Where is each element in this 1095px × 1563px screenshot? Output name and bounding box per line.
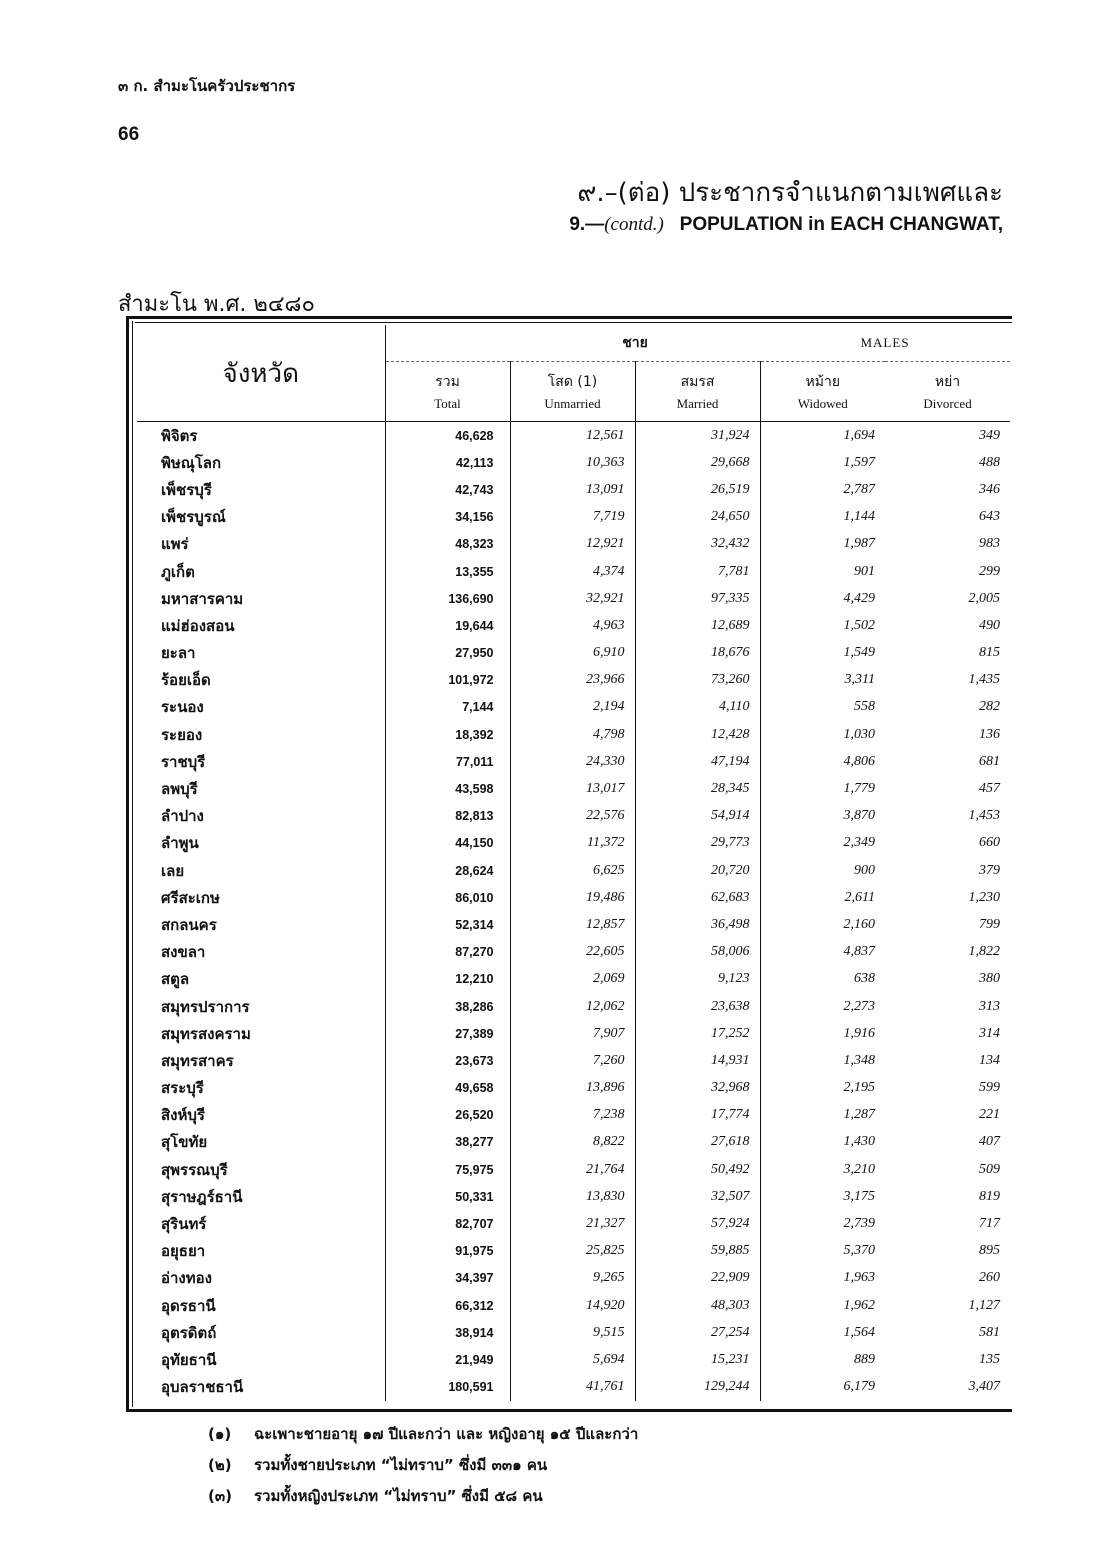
divorced-cell: 1,230	[968, 889, 1001, 905]
total-cell: 23,673	[385, 1047, 510, 1074]
province-cell: อุตรดิตถ์	[161, 1323, 217, 1342]
divorced-cell: 1,453	[968, 808, 1001, 824]
province-cell: สระบุรี	[161, 1079, 204, 1098]
divorced-cell: 260	[979, 1270, 1001, 1286]
table-row	[137, 830, 1010, 857]
total-cell: 34,156	[385, 504, 510, 531]
unmarried-cell: 4,374	[510, 558, 635, 585]
total-cell: 7,144	[385, 694, 510, 721]
divorced-cell: 379	[979, 862, 1001, 878]
widowed-cell: 1,502	[760, 612, 885, 639]
province-cell: ราชบุรี	[161, 752, 206, 771]
widowed-cell: 3,210	[760, 1156, 885, 1183]
divorced-cell: 815	[979, 645, 1001, 661]
married-cell: 9,123	[635, 966, 760, 993]
married-cell: 7,781	[635, 558, 760, 585]
province-cell: อุบลราชธานี	[161, 1378, 244, 1397]
divorced-cell: 282	[979, 699, 1001, 715]
married-cell: 4,110	[635, 694, 760, 721]
divorced-cell: 2,005	[968, 590, 1001, 606]
divorced-cell: 457	[979, 781, 1001, 797]
divorced-cell: 488	[979, 454, 1001, 470]
table-row	[137, 1210, 1010, 1237]
unmarried-cell: 6,625	[510, 857, 635, 884]
divorced-cell: 717	[979, 1216, 1001, 1232]
province-cell: สุรินทร์	[161, 1215, 207, 1234]
unmarried-cell: 32,921	[510, 585, 635, 612]
running-header: ๓ ก. สำมะโนครัวประชากร	[118, 77, 296, 95]
table-row	[137, 422, 1010, 450]
table-row	[137, 1075, 1010, 1102]
table-row	[137, 558, 1010, 585]
total-cell: 43,598	[385, 775, 510, 802]
table-row	[137, 1238, 1010, 1265]
total-cell: 49,658	[385, 1075, 510, 1102]
widowed-cell: 6,179	[760, 1374, 885, 1401]
divorced-cell: 581	[979, 1324, 1001, 1340]
table-row	[137, 449, 1010, 476]
total-cell: 27,950	[385, 640, 510, 667]
table-frame	[126, 316, 1012, 1412]
total-cell: 19,644	[385, 612, 510, 639]
unmarried-cell: 21,327	[510, 1210, 635, 1237]
total-cell: 42,113	[385, 449, 510, 476]
married-cell: 32,507	[635, 1183, 760, 1210]
widowed-cell: 901	[760, 558, 885, 585]
males-header-row	[137, 325, 1010, 362]
married-cell: 73,260	[635, 667, 760, 694]
unmarried-cell: 41,761	[510, 1374, 635, 1401]
total-cell: 136,690	[385, 585, 510, 612]
married-cell: 14,931	[635, 1047, 760, 1074]
married-cell: 27,618	[635, 1129, 760, 1156]
unmarried-cell: 5,694	[510, 1346, 635, 1373]
table-number: 9.—	[569, 214, 605, 235]
footnote-marker: (๓)	[208, 1486, 232, 1505]
unmarried-cell: 23,966	[510, 667, 635, 694]
table-row	[137, 694, 1010, 721]
married-cell: 50,492	[635, 1156, 760, 1183]
total-cell: 38,286	[385, 993, 510, 1020]
widowed-cell: 2,195	[760, 1075, 885, 1102]
total-cell: 13,355	[385, 558, 510, 585]
total-cell: 86,010	[385, 884, 510, 911]
total-cell: 82,813	[385, 803, 510, 830]
unmarried-cell: 10,363	[510, 449, 635, 476]
total-cell: 21,949	[385, 1346, 510, 1373]
total-cell: 101,972	[385, 667, 510, 694]
table-row	[137, 640, 1010, 667]
province-cell: สงขลา	[161, 943, 206, 962]
divorced-cell: 490	[979, 617, 1001, 633]
total-cell: 38,277	[385, 1129, 510, 1156]
province-cell: สุโขทัย	[161, 1133, 208, 1152]
table-row	[137, 1319, 1010, 1346]
table-row	[137, 911, 1010, 938]
col-widowed-english: Widowed	[760, 395, 885, 422]
widowed-cell: 2,611	[760, 884, 885, 911]
married-cell: 31,924	[635, 422, 760, 450]
divorced-cell: 983	[979, 536, 1001, 552]
widowed-cell: 1,564	[760, 1319, 885, 1346]
unmarried-cell: 13,830	[510, 1183, 635, 1210]
widowed-cell: 2,160	[760, 911, 885, 938]
province-cell: ยะลา	[161, 644, 196, 663]
col-unmarried-thai: โสด (1)	[510, 362, 635, 396]
unmarried-cell: 19,486	[510, 884, 635, 911]
table-row	[137, 585, 1010, 612]
table-row	[137, 1265, 1010, 1292]
married-cell: 17,774	[635, 1102, 760, 1129]
footnote-marker: (๑)	[208, 1424, 232, 1443]
title-rest: POPULATION in EACH CHANGWAT,	[679, 214, 1003, 235]
unmarried-cell: 2,069	[510, 966, 635, 993]
married-cell: 12,689	[635, 612, 760, 639]
col-married-english: Married	[635, 395, 760, 422]
married-cell: 22,909	[635, 1265, 760, 1292]
divorced-cell: 135	[979, 1351, 1001, 1367]
married-cell: 59,885	[635, 1238, 760, 1265]
married-cell: 29,773	[635, 830, 760, 857]
widowed-cell: 2,273	[760, 993, 885, 1020]
divorced-cell: 660	[979, 835, 1001, 851]
table-row	[137, 857, 1010, 884]
divorced-cell: 299	[979, 563, 1001, 579]
divorced-cell: 799	[979, 916, 1001, 932]
province-cell: เพ็ชรบุรี	[161, 480, 212, 499]
province-cell: มหาสารคาม	[161, 589, 244, 608]
married-cell: 47,194	[635, 748, 760, 775]
widowed-cell: 3,870	[760, 803, 885, 830]
married-cell: 57,924	[635, 1210, 760, 1237]
total-cell: 50,331	[385, 1183, 510, 1210]
province-cell: แม่ฮ่องสอน	[161, 616, 235, 635]
widowed-cell: 1,779	[760, 775, 885, 802]
province-cell: ระยอง	[161, 725, 203, 744]
table-row	[137, 504, 1010, 531]
table-title-thai: ๙.–(ต่อ) ประชากรจำแนกตามเพศและ	[577, 178, 1003, 208]
unmarried-cell: 24,330	[510, 748, 635, 775]
table-row	[137, 1129, 1010, 1156]
widowed-cell: 2,787	[760, 476, 885, 503]
table-row	[137, 1047, 1010, 1074]
total-cell: 38,914	[385, 1319, 510, 1346]
table-row	[137, 1020, 1010, 1047]
divorced-cell: 3,407	[968, 1379, 1001, 1395]
divorced-cell: 599	[979, 1080, 1001, 1096]
divorced-cell: 313	[979, 998, 1001, 1014]
table-row	[137, 748, 1010, 775]
table-row	[137, 1156, 1010, 1183]
unmarried-cell: 22,576	[510, 803, 635, 830]
married-cell: 32,432	[635, 531, 760, 558]
province-cell: เพ็ชรบูรณ์	[161, 508, 226, 527]
widowed-cell: 2,739	[760, 1210, 885, 1237]
married-cell: 17,252	[635, 1020, 760, 1047]
province-cell: ภูเก็ต	[161, 562, 195, 581]
province-cell: ระนอง	[161, 698, 204, 717]
total-cell: 26,520	[385, 1102, 510, 1129]
widowed-cell: 638	[760, 966, 885, 993]
table-row	[137, 721, 1010, 748]
widowed-cell: 1,987	[760, 531, 885, 558]
province-cell: พิจิตร	[161, 426, 198, 445]
divorced-cell: 407	[979, 1134, 1001, 1150]
unmarried-cell: 25,825	[510, 1238, 635, 1265]
divorced-cell: 1,435	[968, 672, 1001, 688]
total-cell: 66,312	[385, 1292, 510, 1319]
divorced-cell: 221	[979, 1107, 1001, 1123]
widowed-cell: 1,430	[760, 1129, 885, 1156]
total-cell: 87,270	[385, 939, 510, 966]
unmarried-cell: 4,798	[510, 721, 635, 748]
table-row	[137, 1292, 1010, 1319]
divorced-cell: 895	[979, 1243, 1001, 1259]
total-cell: 77,011	[385, 748, 510, 775]
widowed-cell: 3,175	[760, 1183, 885, 1210]
footnotes	[208, 1418, 638, 1511]
province-cell: ลพบุรี	[161, 780, 198, 799]
unmarried-cell: 11,372	[510, 830, 635, 857]
married-cell: 18,676	[635, 640, 760, 667]
unmarried-cell: 2,194	[510, 694, 635, 721]
unmarried-cell: 7,719	[510, 504, 635, 531]
unmarried-cell: 12,062	[510, 993, 635, 1020]
province-cell: ลำปาง	[161, 807, 204, 826]
divorced-cell: 1,127	[968, 1297, 1001, 1313]
table-row	[137, 966, 1010, 993]
married-cell: 48,303	[635, 1292, 760, 1319]
divorced-cell: 643	[979, 509, 1001, 525]
married-cell: 12,428	[635, 721, 760, 748]
province-cell: สกลนคร	[161, 915, 217, 934]
total-cell: 46,628	[385, 422, 510, 450]
province-cell: อ่างทอง	[161, 1269, 212, 1288]
married-cell: 54,914	[635, 803, 760, 830]
table-row	[137, 775, 1010, 802]
col-married-thai: สมรส	[635, 362, 760, 396]
unmarried-cell: 12,857	[510, 911, 635, 938]
province-cell: ลำพูน	[161, 834, 199, 853]
unmarried-cell: 21,764	[510, 1156, 635, 1183]
total-cell: 48,323	[385, 531, 510, 558]
total-cell: 27,389	[385, 1020, 510, 1047]
widowed-cell: 4,837	[760, 939, 885, 966]
divorced-cell: 1,822	[968, 944, 1001, 960]
divorced-cell: 314	[979, 1025, 1001, 1041]
unmarried-cell: 14,920	[510, 1292, 635, 1319]
widowed-cell: 3,311	[760, 667, 885, 694]
province-cell: สุพรรณบุรี	[161, 1160, 228, 1179]
total-cell: 18,392	[385, 721, 510, 748]
unmarried-cell: 9,265	[510, 1265, 635, 1292]
married-cell: 36,498	[635, 911, 760, 938]
divorced-cell: 380	[979, 971, 1001, 987]
widowed-cell: 5,370	[760, 1238, 885, 1265]
census-year-label: สำมะโน พ.ศ. ๒๔๘๐	[118, 292, 315, 317]
total-cell: 75,975	[385, 1156, 510, 1183]
males-header-thai: ชาย	[622, 335, 648, 351]
total-cell: 12,210	[385, 966, 510, 993]
unmarried-cell: 13,091	[510, 476, 635, 503]
widowed-cell: 1,287	[760, 1102, 885, 1129]
page-number: 66	[118, 124, 140, 145]
total-cell: 180,591	[385, 1374, 510, 1401]
unmarried-cell: 9,515	[510, 1319, 635, 1346]
table-row	[137, 1183, 1010, 1210]
widowed-cell: 1,549	[760, 640, 885, 667]
footnote-3	[208, 1480, 638, 1511]
total-cell: 28,624	[385, 857, 510, 884]
total-cell: 34,397	[385, 1265, 510, 1292]
total-cell: 52,314	[385, 911, 510, 938]
province-cell: เลย	[161, 861, 185, 880]
table-row	[137, 884, 1010, 911]
total-cell: 82,707	[385, 1210, 510, 1237]
widowed-cell: 1,030	[760, 721, 885, 748]
province-cell: สุราษฎร์ธานี	[161, 1187, 243, 1206]
table-row	[137, 939, 1010, 966]
province-cell: อุทัยธานี	[161, 1350, 217, 1369]
footnote-text: ฉะเพาะชายอายุ ๑๗ ปีและกว่า และ หญิงอายุ ๑๕ ปีและกว่า	[254, 1424, 639, 1443]
married-cell: 27,254	[635, 1319, 760, 1346]
widowed-cell: 889	[760, 1346, 885, 1373]
married-cell: 26,519	[635, 476, 760, 503]
widowed-cell: 1,144	[760, 504, 885, 531]
table-row	[137, 667, 1010, 694]
province-cell: ศรีสะเกษ	[161, 888, 220, 907]
table-row	[137, 803, 1010, 830]
province-cell: สิงห์บุรี	[161, 1106, 205, 1125]
divorced-cell: 346	[979, 481, 1001, 497]
unmarried-cell: 4,963	[510, 612, 635, 639]
population-table	[137, 325, 1010, 1401]
province-column-header: จังหวัด	[137, 325, 385, 422]
col-widowed-thai: หม้าย	[760, 362, 885, 396]
footnote-text: รวมทั้งหญิงประเภท “ไม่ทราบ” ซึ่งมี ๕๘ คน	[254, 1486, 543, 1505]
province-cell: อุดรธานี	[161, 1296, 216, 1315]
footnote-1	[208, 1418, 638, 1449]
province-cell: พิษณุโลก	[161, 453, 222, 472]
table-row	[137, 993, 1010, 1020]
col-divorced-english: Divorced	[885, 395, 1010, 422]
table-row	[137, 1346, 1010, 1373]
widowed-cell: 1,348	[760, 1047, 885, 1074]
unmarried-cell: 12,561	[510, 422, 635, 450]
married-cell: 97,335	[635, 585, 760, 612]
married-cell: 24,650	[635, 504, 760, 531]
footnote-marker: (๒)	[208, 1455, 232, 1474]
province-cell: สมุทรสาคร	[161, 1051, 234, 1070]
col-total-thai: รวม	[385, 362, 510, 396]
married-cell: 32,968	[635, 1075, 760, 1102]
married-cell: 28,345	[635, 775, 760, 802]
province-cell: ร้อยเอ็ด	[161, 671, 211, 690]
unmarried-cell: 7,260	[510, 1047, 635, 1074]
table-row	[137, 531, 1010, 558]
unmarried-cell: 13,896	[510, 1075, 635, 1102]
table-row	[137, 1374, 1010, 1401]
widowed-cell: 1,963	[760, 1265, 885, 1292]
total-cell: 44,150	[385, 830, 510, 857]
widowed-cell: 4,429	[760, 585, 885, 612]
widowed-cell: 2,349	[760, 830, 885, 857]
unmarried-cell: 22,605	[510, 939, 635, 966]
divorced-cell: 509	[979, 1161, 1001, 1177]
col-unmarried-english: Unmarried	[510, 395, 635, 422]
province-cell: สตูล	[161, 970, 190, 989]
unmarried-cell: 12,921	[510, 531, 635, 558]
table-title-english	[569, 214, 1003, 236]
province-cell: แพร่	[161, 535, 189, 554]
table-body	[137, 422, 1010, 1401]
divorced-cell: 134	[979, 1052, 1001, 1068]
married-cell: 58,006	[635, 939, 760, 966]
widowed-cell: 900	[760, 857, 885, 884]
unmarried-cell: 7,907	[510, 1020, 635, 1047]
widowed-cell: 1,916	[760, 1020, 885, 1047]
province-cell: สมุทรปราการ	[161, 997, 250, 1016]
province-cell: สมุทรสงคราม	[161, 1024, 251, 1043]
married-cell: 129,244	[635, 1374, 760, 1401]
unmarried-cell: 13,017	[510, 775, 635, 802]
divorced-cell: 819	[979, 1188, 1001, 1204]
divorced-cell: 681	[979, 753, 1001, 769]
married-cell: 23,638	[635, 993, 760, 1020]
footnote-2	[208, 1449, 638, 1480]
widowed-cell: 1,962	[760, 1292, 885, 1319]
widowed-cell: 4,806	[760, 748, 885, 775]
table-row	[137, 1102, 1010, 1129]
males-header-english: MALES	[860, 335, 910, 350]
footnote-text: รวมทั้งชายประเภท “ไม่ทราบ” ซึ่งมี ๓๓๑ คน	[254, 1455, 548, 1474]
unmarried-cell: 8,822	[510, 1129, 635, 1156]
province-cell: อยุธยา	[161, 1242, 206, 1261]
col-total-english: Total	[385, 395, 510, 422]
married-cell: 29,668	[635, 449, 760, 476]
divorced-cell: 349	[979, 427, 1001, 443]
married-cell: 20,720	[635, 857, 760, 884]
col-divorced-thai: หย่า	[885, 362, 1010, 396]
unmarried-cell: 6,910	[510, 640, 635, 667]
widowed-cell: 1,694	[760, 422, 885, 450]
contd-label: (contd.)	[604, 214, 664, 235]
table-row	[137, 476, 1010, 503]
divorced-cell: 136	[979, 726, 1001, 742]
married-cell: 15,231	[635, 1346, 760, 1373]
unmarried-cell: 7,238	[510, 1102, 635, 1129]
married-cell: 62,683	[635, 884, 760, 911]
total-cell: 42,743	[385, 476, 510, 503]
widowed-cell: 1,597	[760, 449, 885, 476]
total-cell: 91,975	[385, 1238, 510, 1265]
table-row	[137, 612, 1010, 639]
widowed-cell: 558	[760, 694, 885, 721]
